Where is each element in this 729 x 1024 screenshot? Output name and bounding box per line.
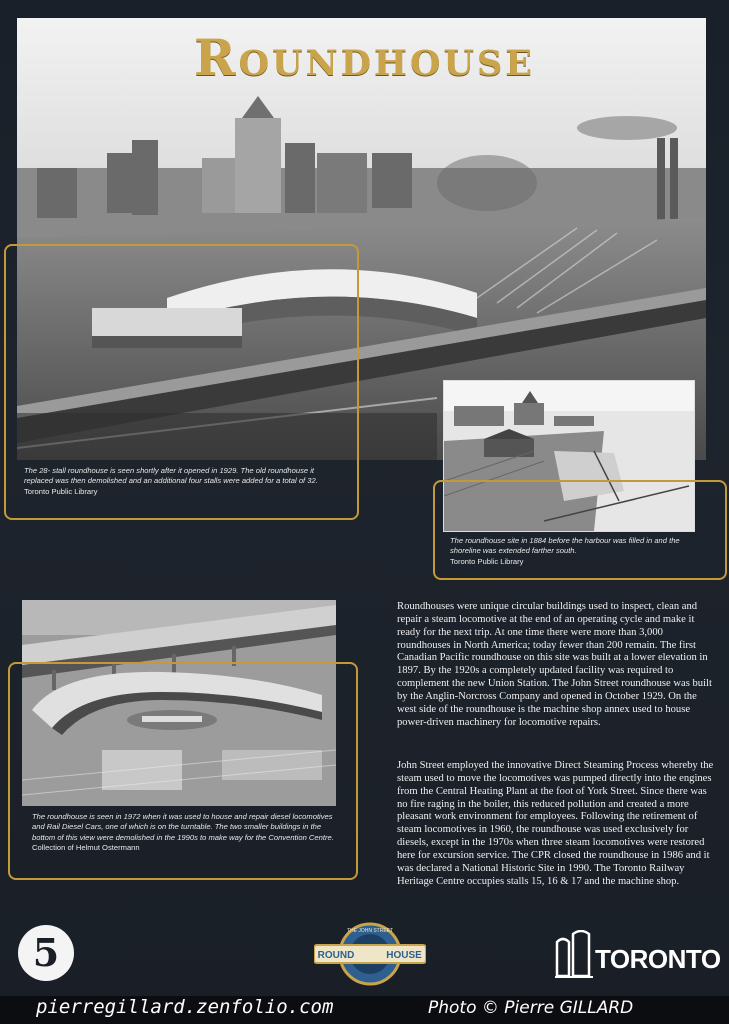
caption-1972	[32, 812, 342, 854]
toronto-logo-word: TORONTO	[595, 944, 721, 974]
body-paragraph-1: Roundhouses were unique circular buildings used to inspect, clean and repair a steam locomotive at the end of an operating cycle and make it ready for the next trip. At one time there were more than 3,000 roundhouses in North America; today fewer than 200 remain. The first Canadian Pacific roundhouse on this site was built at a lower elevation in 1897. By the 1920s a completely updated facility was required to complement the new Union Station. The John Street roundhouse was built by the Anglin-Norcross Company and opened in October 1929. On the west side of the roundhouse is the machine shop annex used to house power-driven machinery for locomotive repairs.	[397, 601, 712, 728]
caption-1972-text: The roundhouse is seen in 1972 when it was used to house and repair diesel locomotives and Rail Diesel Cars, one of which is on the turntable. The two smaller buildings in the bottom of this view were demolished in the 1990s to make way for the Convention Centre.	[32, 812, 334, 842]
roundhouse-logo-top: THE JOHN STREET	[346, 928, 394, 934]
caption-main-text: The 28- stall roundhouse is seen shortly after it opened in 1929. The old roundhouse it replaced was then demolished and an additional four stalls were added for a total of 32.	[24, 466, 318, 486]
caption-1884-text: The roundhouse site in 1884 before the harbour was filled in and the shoreline was extended farther south.	[450, 536, 680, 556]
roundhouse-logo	[314, 921, 426, 987]
page-title: Roundhouse	[194, 28, 535, 87]
toronto-logo	[555, 930, 721, 980]
caption-1972-credit: Collection of Helmut Ostermann	[32, 843, 140, 853]
caption-1884	[450, 536, 710, 567]
watermark-credit: Photo © Pierre GILLARD	[428, 998, 634, 1018]
city-hall-icon	[555, 930, 595, 980]
watermark-website: pierregillard.zenfolio.com	[36, 996, 334, 1018]
roundhouse-logo-right: HOUSE	[386, 950, 422, 961]
roundhouse-logo-left: ROUND	[317, 950, 355, 961]
caption-main-credit: Toronto Public Library	[24, 486, 98, 496]
caption-main	[24, 466, 344, 497]
sign-number-badge: 5	[18, 925, 74, 981]
body-paragraph-2: John Street employed the innovative Direct Steaming Process whereby the steam used to move the locomotives was pumped directly into the engines from the Central Heating Plant at the foot of York Street. Since there was no fire raging in the boiler, this reduced pollution and created a more pleasant work environment for employees. Following the retirement of steam locomotives in 1960, the roundhouse was used exclusively for diesels, except in the 1970s when three steam locomotives were restored here for excursion service. The CPR closed the roundhouse in 1986 and it was declared a National Historic Site in 1990. The Toronto Railway Heritage Centre occupies stalls 15, 16 & 17 and the machine shop.	[397, 760, 714, 887]
caption-1884-credit: Toronto Public Library	[450, 556, 524, 566]
